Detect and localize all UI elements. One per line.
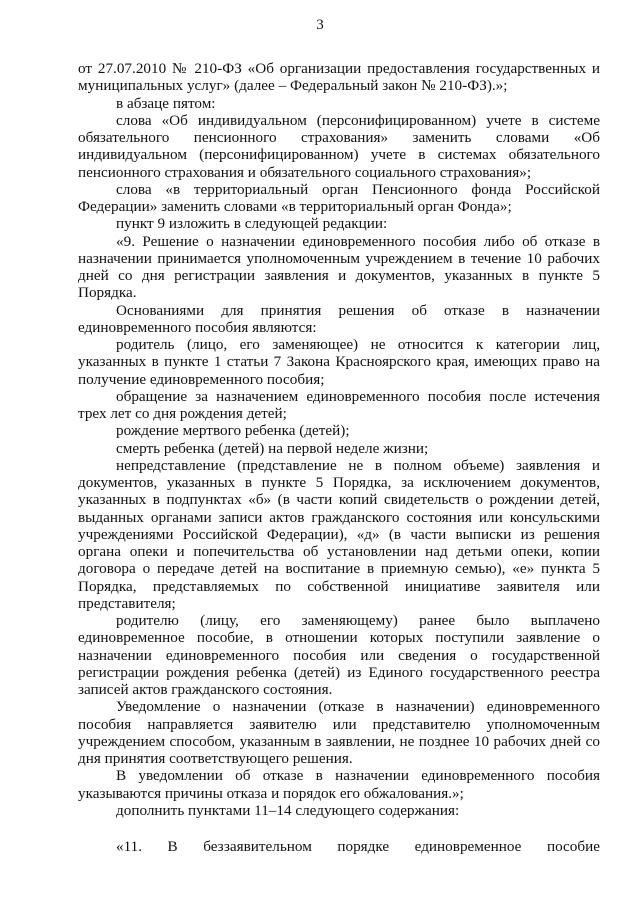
word: «11. <box>116 838 143 855</box>
paragraph: «9. Решение о назначении единовременного пособия либо об отказе в назначении принимается уполномоченным учреждением в течение 10 рабочих дней со дня регистрации заявления и документов, указанных в пункте 5 Порядка. <box>78 232 600 302</box>
paragraph: обращение за назначением единовременного пособия после истечения трех лет со дня рождения детей; <box>78 387 600 422</box>
paragraph: Основаниями для принятия решения об отказе в назначении единовременного пособия являются: <box>78 301 600 336</box>
paragraph: родителю (лицу, его заменяющему) ранее было выплачено единовременное пособие, в отношении которых поступили заявление о назначении единовременного пособия или сведения о государственной регистрации рождения ребенка (детей) из Единого государственного реестра записей актов гражданского состояния. <box>78 612 600 698</box>
paragraph: смерть ребенка (детей) на первой неделе жизни; <box>116 439 429 457</box>
paragraph: слова «Об индивидуальном (персонифицированном) учете в системе обязательного пенсионного страхования» заменить словами «Об индивидуальном (персонифицированном) учете в системах обязательного пенсионного страхования и обязательного социального страхования»; <box>78 111 600 181</box>
paragraph: от 27.07.2010 № 210-ФЗ «Об организации предоставления государственных и муниципальных услуг» (далее – Федеральный закон № 210-ФЗ).»; <box>78 60 600 95</box>
word: беззаявительном <box>203 838 312 855</box>
paragraph: в абзаце пятом: <box>116 94 216 112</box>
paragraph: пункт 9 изложить в следующей редакции: <box>116 215 388 233</box>
paragraph: дополнить пунктами 11–14 следующего содержания: <box>116 801 460 819</box>
word: пособие <box>546 838 600 855</box>
page-number: 3 <box>316 17 324 33</box>
paragraph: В уведомлении об отказе в назначении единовременного пособия указываются причины отказа и порядок его обжалования.»; <box>78 767 600 802</box>
paragraph: непредставление (представление не в полном объеме) заявления и документов, указанных в пункте 5 Порядка, за исключением документов, указанных в подпунктах «б» (в части копий свидетельств о рождении детей, выданных органами записи актов гражданского состояния или консульскими учреждениями Российской Федерации), «д» (в части выписки из решения органа опеки и попечительства об установлении над детьми опеки, копии договора о передаче детей на воспитание в приемную семью), «е» пункта 5 Порядка, представляемых по собственной инициативе заявителя или представителя; <box>78 456 600 612</box>
word: В <box>167 838 178 855</box>
continued-paragraph-line <box>78 838 600 856</box>
word: единовременное <box>414 838 522 855</box>
word: порядке <box>337 838 390 855</box>
paragraph: Уведомление о назначении (отказе в назначении) единовременного пособия направляется заявителю или представителю уполномоченным учреждением способом, указанным в заявлении, не позднее 10 рабочих дней со дня принятия соответствующего решения. <box>78 698 600 767</box>
paragraph: рождение мертвого ребенка (детей); <box>116 422 350 440</box>
paragraph: родитель (лицо, его заменяющее) не относится к категории лиц, указанных в пункте 1 статьи 7 Закона Красноярского края, имеющих право на получение единовременного пособия; <box>78 336 600 388</box>
document-body <box>78 60 600 819</box>
paragraph: слова «в территориальный орган Пенсионного фонда Российской Федерации» заменить словами «в территориальный орган Фонда»; <box>78 180 600 215</box>
